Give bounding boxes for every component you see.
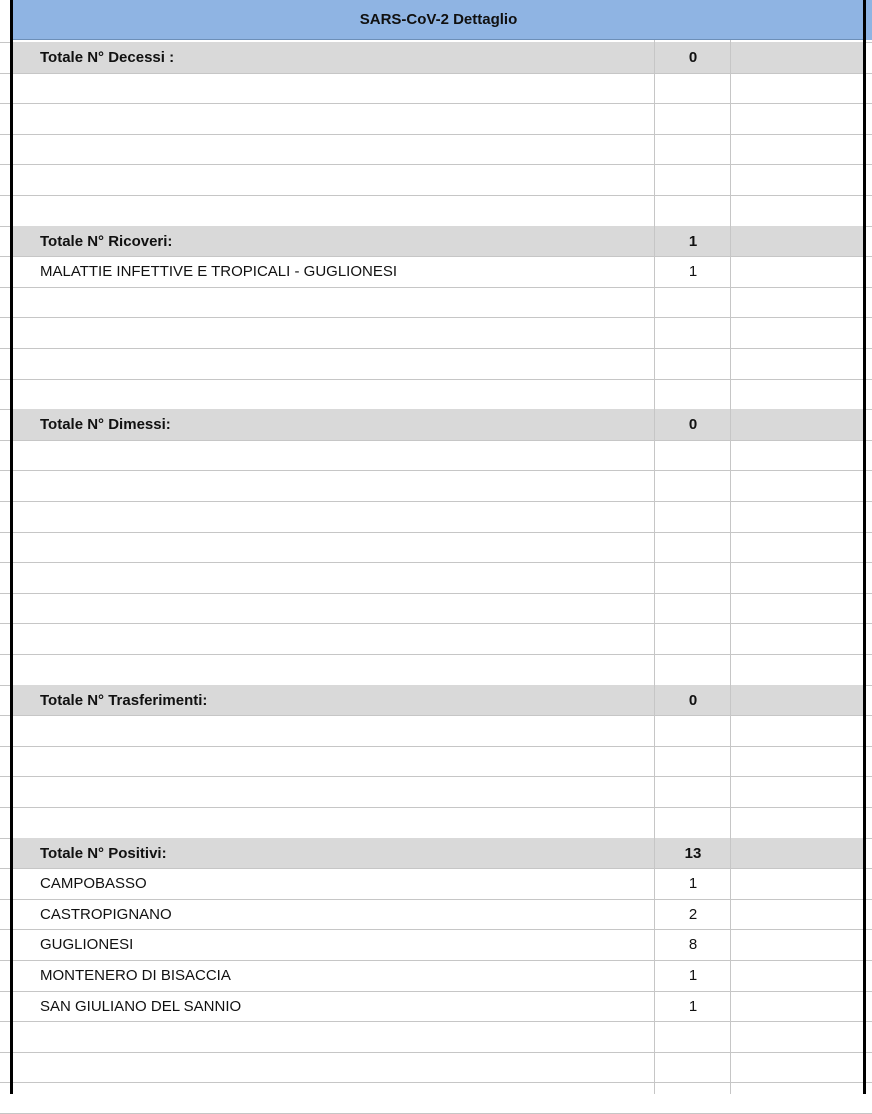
empty-row [0, 1082, 872, 1113]
empty-row [0, 623, 872, 654]
item-label: MALATTIE INFETTIVE E TROPICALI - GUGLIONESI [40, 263, 398, 280]
section-header-row [0, 226, 872, 257]
item-label: GUGLIONESI [40, 936, 134, 953]
section-header-row [0, 42, 872, 73]
table-row [0, 929, 872, 960]
table-row [0, 899, 872, 930]
empty-row [0, 1052, 872, 1083]
item-value: 8 [688, 936, 698, 953]
section-total: 1 [688, 233, 698, 250]
item-label: CASTROPIGNANO [40, 906, 172, 923]
empty-row [0, 440, 872, 471]
section-label: Totale N° Dimessi: [40, 416, 171, 433]
table-border-left [10, 0, 13, 1094]
section-header-row [0, 838, 872, 869]
empty-row [0, 1021, 872, 1052]
item-value: 1 [688, 875, 698, 892]
item-label: CAMPOBASSO [40, 875, 147, 892]
header-edge [866, 0, 872, 40]
item-value: 2 [688, 906, 698, 923]
column-divider-value [654, 40, 655, 1094]
empty-row [0, 532, 872, 563]
section-total: 0 [688, 416, 698, 433]
empty-row [0, 164, 872, 195]
item-value: 1 [688, 998, 698, 1015]
item-value: 1 [688, 263, 698, 280]
table-row [0, 991, 872, 1022]
empty-row [0, 807, 872, 838]
empty-row [0, 776, 872, 807]
section-label: Totale N° Positivi: [40, 845, 167, 862]
table-row [0, 256, 872, 287]
item-label: MONTENERO DI BISACCIA [40, 967, 231, 984]
column-divider-extra [730, 40, 731, 1094]
empty-row [0, 746, 872, 777]
empty-row [0, 348, 872, 379]
section-label: Totale N° Decessi : [40, 49, 175, 66]
table-row [0, 960, 872, 991]
section-label: Totale N° Trasferimenti: [40, 692, 208, 709]
empty-row [0, 501, 872, 532]
empty-row [0, 593, 872, 624]
table-border-right [863, 0, 866, 1094]
table-row [0, 868, 872, 899]
section-total: 0 [688, 692, 698, 709]
empty-row [0, 379, 872, 410]
section-header-row [0, 685, 872, 716]
section-label: Totale N° Ricoveri: [40, 233, 173, 250]
section-header-row [0, 409, 872, 440]
empty-row [0, 317, 872, 348]
item-value: 1 [688, 967, 698, 984]
item-label: SAN GIULIANO DEL SANNIO [40, 998, 242, 1015]
empty-row [0, 103, 872, 134]
empty-row [0, 470, 872, 501]
empty-row [0, 73, 872, 104]
empty-row [0, 654, 872, 685]
sheet-title: SARS-CoV-2 Dettaglio [12, 0, 865, 40]
section-total: 13 [684, 845, 702, 862]
empty-row [0, 562, 872, 593]
section-total: 0 [688, 49, 698, 66]
empty-row [0, 195, 872, 226]
empty-row [0, 287, 872, 318]
empty-row [0, 134, 872, 165]
empty-row [0, 715, 872, 746]
